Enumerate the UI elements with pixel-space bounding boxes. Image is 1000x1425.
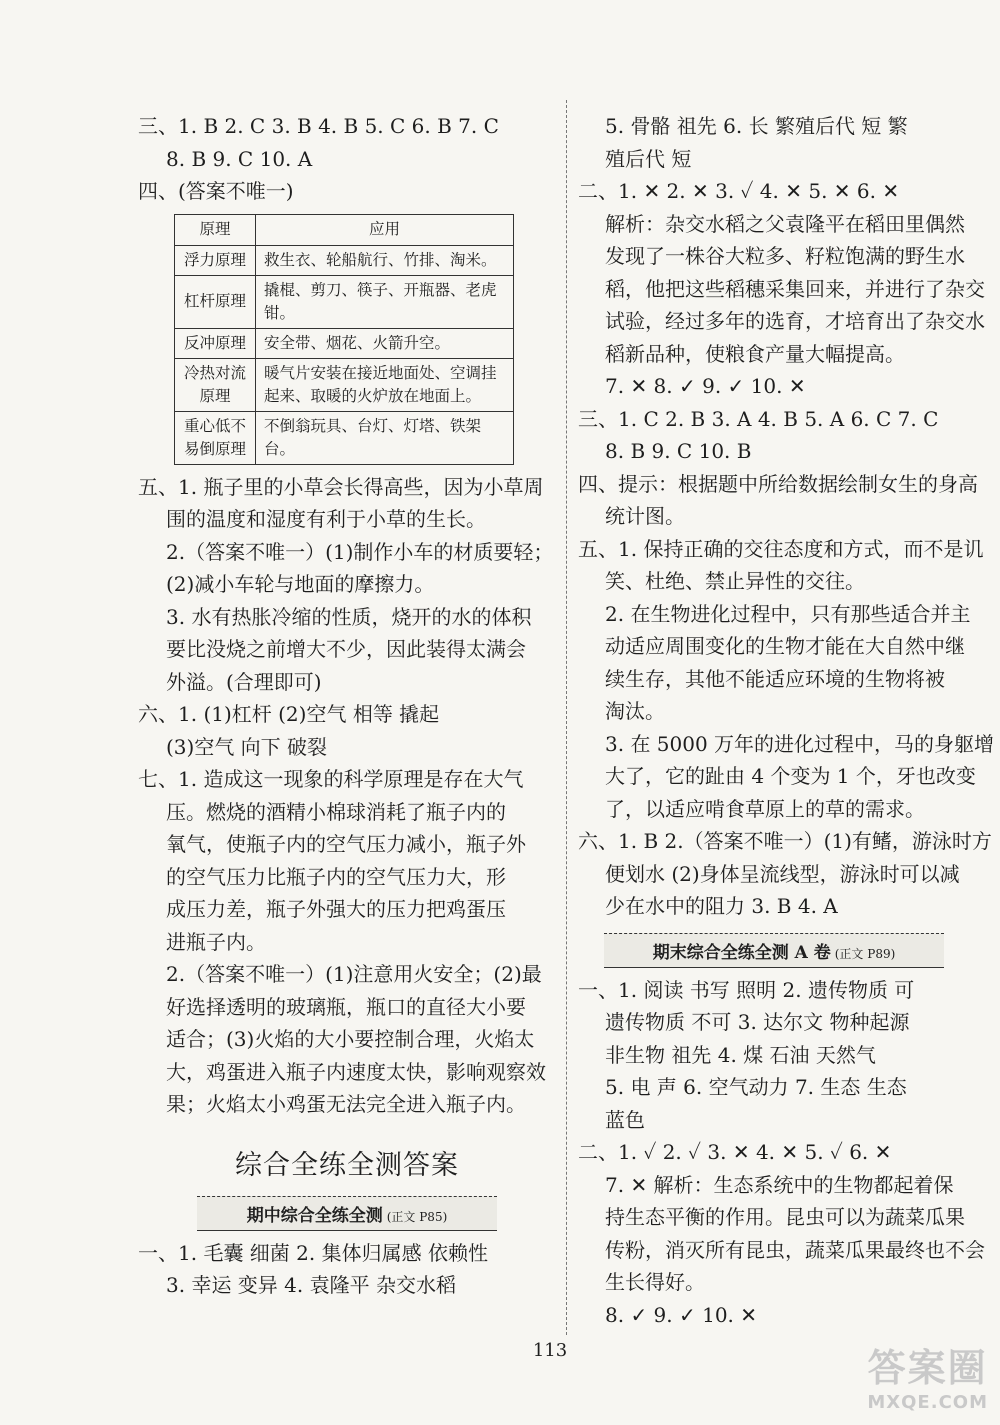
banner-page-ref: (正文 P85)	[386, 1209, 448, 1224]
answer-line: 三、1. C 2. B 3. A 4. B 5. A 6. C 7. C	[578, 406, 939, 431]
answer-line: 续生存，其他不能适应环境的生物将被	[605, 666, 945, 691]
table-row	[175, 328, 514, 358]
principle-table	[174, 214, 514, 465]
answer-line: 3. 水有热胀冷缩的性质，烧开的水的体积	[166, 604, 532, 629]
table-cell-application: 安全带、烟花、火箭升空。	[256, 328, 514, 358]
table-row	[175, 411, 514, 464]
answer-line: 要比没烧之前增大不少，因此装得太满会	[166, 637, 526, 661]
left-column	[138, 110, 556, 1302]
answer-line: 六、1. (1)杠杆 (2)空气 相等 撬起	[138, 702, 440, 726]
answer-line: 二、1. ✕ 2. ✕ 3. ✓ 4. ✕ 5. ✕ 6. ✕	[578, 179, 900, 203]
watermark-url: MXQE.COM	[867, 1392, 988, 1413]
answer-line: 5. 电 声 6. 空气动力 7. 生态 生态	[605, 1075, 907, 1099]
answer-line: 解析：杂交水稻之父袁隆平在稻田里偶然	[605, 211, 965, 236]
table-cell-application: 不倒翁玩具、台灯、灯塔、铁架台。	[256, 411, 514, 464]
answer-line: 七、1. 造成这一现象的科学原理是存在大气	[138, 767, 524, 791]
answer-line: 8. B 9. C 10. A	[166, 146, 313, 171]
answer-line: 六、1. B 2.（答案不唯一）(1)有鳍，游泳时方	[578, 829, 992, 853]
answer-line: 3. 幸运 变异 4. 袁隆平 杂交水稻	[166, 1273, 456, 1297]
answer-line: 的空气压力比瓶子内的空气压力大，形	[166, 864, 506, 889]
table-cell-application: 救生衣、轮船航行、竹排、淘米。	[256, 245, 514, 275]
answer-line: 便划水 (2)身体呈流线型，游泳时可以减	[605, 861, 960, 886]
answer-line: 好选择透明的玻璃瓶，瓶口的直径大小要	[166, 994, 526, 1019]
answer-line: 少在水中的阻力 3. B 4. A	[605, 894, 838, 918]
answer-line: 非生物 祖先 4. 煤 石油 天然气	[605, 1042, 876, 1067]
answer-line: 遗传物质 不可 3. 达尔文 物种起源	[605, 1010, 910, 1034]
column-divider	[566, 100, 567, 1335]
answer-line: 氧气，使瓶子内的空气压力减小，瓶子外	[166, 832, 526, 856]
answer-line: 试验，经过多年的选育，才培育出了杂交水	[605, 309, 985, 333]
table-cell-principle: 杠杆原理	[175, 275, 256, 328]
answer-line: 外溢。(合理即可)	[166, 669, 322, 694]
answer-line: 8. ✓ 9. ✓ 10. ✕	[605, 1302, 758, 1327]
table-header: 原理	[175, 214, 256, 245]
answer-line: (3)空气 向下 破裂	[166, 734, 328, 759]
section-banner	[604, 933, 944, 968]
answer-line: 2. 在生物进化过程中，只有那些适合并主	[605, 601, 971, 626]
answer-line: 四、提示：根据题中所给数据绘制女生的身高	[578, 471, 978, 496]
table-cell-principle: 重心低不易倒原理	[175, 411, 256, 464]
answer-line: 持生态平衡的作用。昆虫可以为蔬菜瓜果	[605, 1205, 965, 1229]
answer-line: 殖后代 短	[605, 146, 692, 171]
answer-line: 三、1. B 2. C 3. B 4. B 5. C 6. B 7. C	[138, 114, 499, 138]
answer-line: 大，鸡蛋进入瓶子内速度太快，影响观察效	[166, 1059, 546, 1084]
answer-line: 传粉，消灭所有昆虫，蔬菜瓜果最终也不会	[605, 1237, 985, 1262]
answer-line: 大了，它的趾由 4 个变为 1 个，牙也改变	[605, 764, 976, 788]
table-row	[175, 275, 514, 328]
answer-line: 淘汰。	[605, 699, 665, 723]
watermark-title: 答案圈	[867, 1346, 988, 1390]
table-cell-application: 暖气片安装在接近地面处、空调挂起来、取暖的火炉放在地面上。	[256, 358, 514, 411]
answer-line: 果；火焰太小鸡蛋无法完全进入瓶子内。	[166, 1092, 526, 1116]
answer-line: (2)减小车轮与地面的摩擦力。	[166, 572, 435, 596]
table-row	[175, 358, 514, 411]
answer-line: 围的温度和湿度有利于小草的生长。	[166, 507, 486, 531]
answer-line: 五、1. 瓶子里的小草会长得高些，因为小草周	[138, 474, 544, 499]
answer-line: 蓝色	[605, 1107, 645, 1132]
section-title: 综合全练全测答案	[235, 1149, 459, 1181]
answer-line: 五、1. 保持正确的交往态度和方式，而不是讥	[578, 536, 984, 561]
table-header-row	[175, 214, 514, 245]
watermark-logo	[867, 1337, 988, 1413]
answer-line: 发现了一株谷大粒多、籽粒饱满的野生水	[605, 244, 965, 268]
answer-line: 四、(答案不唯一)	[138, 179, 294, 203]
answer-line: 适合；(3)火焰的大小要控制合理，火焰太	[166, 1027, 535, 1051]
right-column	[578, 110, 995, 1331]
answer-line: 生长得好。	[605, 1270, 705, 1294]
answer-line: 7. ✕ 8. ✓ 9. ✓ 10. ✕	[605, 374, 806, 398]
page-number: 113	[532, 1340, 568, 1361]
answer-line: 一、1. 毛囊 细菌 2. 集体归属感 依赖性	[138, 1240, 488, 1265]
answer-line: 8. B 9. C 10. B	[605, 439, 752, 463]
table-cell-principle: 冷热对流原理	[175, 358, 256, 411]
banner-title: 期末综合全练全测 A 卷	[652, 942, 831, 963]
answer-line: 二、1. ✓ 2. ✓ 3. ✕ 4. ✕ 5. ✓ 6. ✕	[578, 1140, 892, 1164]
answer-line: 5. 骨骼 祖先 6. 长 繁殖后代 短 繁	[605, 114, 908, 138]
answer-line: 压。燃烧的酒精小棉球消耗了瓶子内的	[166, 799, 506, 824]
table-cell-application: 撬棍、剪刀、筷子、开瓶器、老虎钳。	[256, 275, 514, 328]
table-cell-principle: 反冲原理	[175, 328, 256, 358]
answer-line: 稻新品种，使粮食产量大幅提高。	[605, 341, 905, 366]
answer-line: 稻，他把这些稻穗采集回来，并进行了杂交	[605, 276, 985, 301]
answer-line: 成压力差，瓶子外强大的压力把鸡蛋压	[166, 897, 506, 921]
answer-line: 7. ✕ 解析：生态系统中的生物都起着保	[605, 1172, 954, 1197]
banner-page-ref: (正文 P89)	[834, 946, 896, 961]
answer-line: 2.（答案不唯一）(1)注意用火安全；(2)最	[166, 962, 542, 986]
banner-title: 期中综合全练全测	[246, 1205, 383, 1226]
answer-line: 进瓶子内。	[166, 929, 266, 954]
table-cell-principle: 浮力原理	[175, 245, 256, 275]
answer-line: 一、1. 阅读 书写 照明 2. 遗传物质 可	[578, 977, 915, 1002]
answer-line: 3. 在 5000 万年的进化过程中，马的身躯增	[605, 731, 995, 756]
answer-line: 统计图。	[605, 504, 685, 528]
answer-line: 2.（答案不唯一）(1)制作小车的材质要轻；	[166, 539, 554, 564]
section-banner	[197, 1196, 497, 1231]
table-header: 应用	[256, 214, 514, 245]
answer-line: 动适应周围变化的生物才能在大自然中继	[605, 634, 965, 658]
answer-line: 笑、杜绝、禁止异性的交往。	[605, 569, 865, 593]
answer-line: 了，以适应啃食草原上的草的需求。	[605, 796, 925, 821]
table-row	[175, 245, 514, 275]
